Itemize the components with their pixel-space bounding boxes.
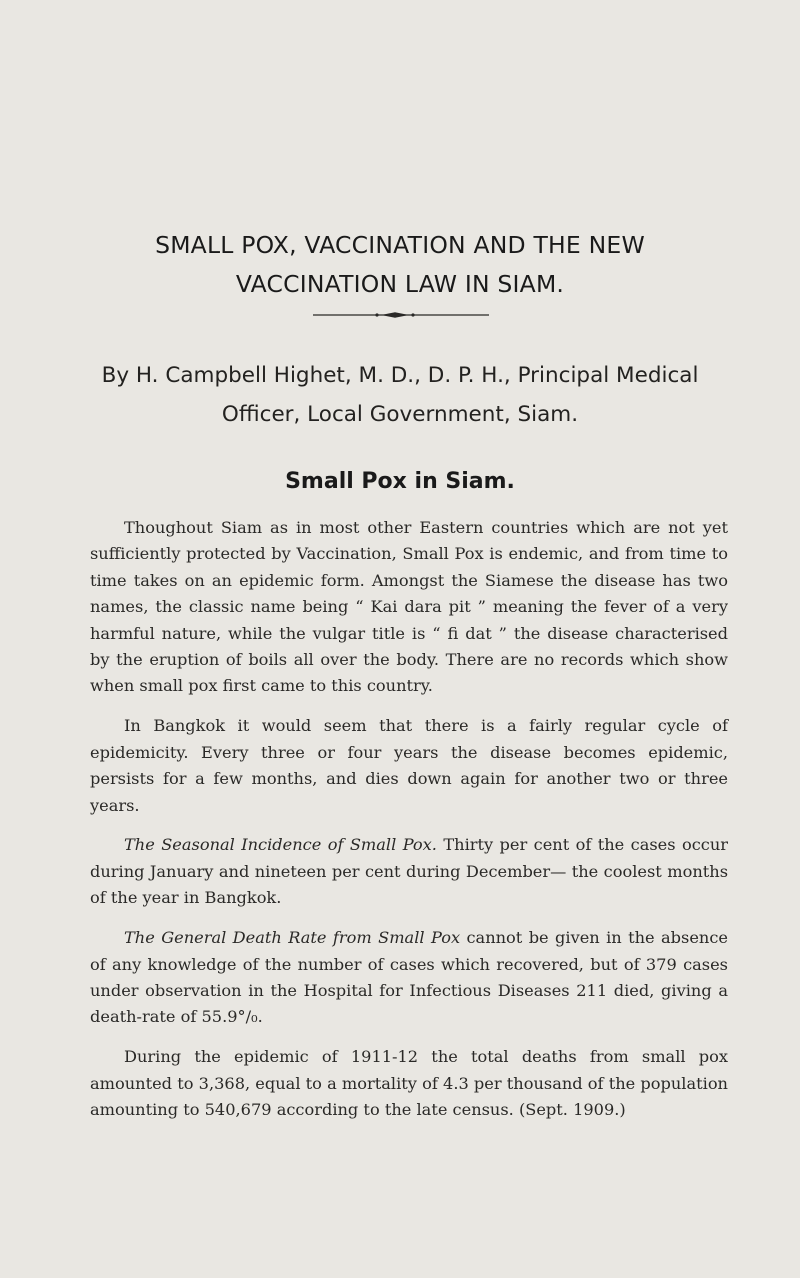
body-text xyxy=(90,515,728,1137)
title-line-1: SMALL POX, VACCINATION AND THE NEW xyxy=(155,231,645,259)
paragraph-4 xyxy=(90,925,728,1031)
paragraph-3-heading: The Seasonal Incidence of Small Pox. xyxy=(124,835,437,855)
paragraph-4-heading: The General Death Rate from Small Pox xyxy=(124,928,461,948)
paragraph-1: Thoughout Siam as in most other Eastern countries which are not yet sufficiently protected by Vaccination, Small Pox is endemic, and from time to time takes on an epidemic form. Amongst the Siamese the disease has two names, the classic name being “ Kai dara pit ” meaning the fever of a very harmful nature, while the vulgar title is “ fi dat ” the disease characterised by the eruption of boils all over the body. There are no records which show when small pox first came to this country. xyxy=(90,518,728,696)
author-byline xyxy=(60,356,740,434)
paragraph-4-text: cannot be given in the absence of any knowledge of the number of cases which recovered, but of 379 cases under observation in the Hospital for Infectious Diseases 211 died, giving a death-rate of 55.9°/₀. xyxy=(90,928,728,1027)
paragraph-2: In Bangkok it would seem that there is a fairly regular cycle of epidemicity. Every three or four years the disease becomes epidemic, persists for a few months, and dies down again for another two or three years. xyxy=(90,716,728,815)
byline-line-2: Officer, Local Government, Siam. xyxy=(221,402,579,427)
ornamental-rule xyxy=(313,310,489,320)
paragraph-3-text: Thirty per cent of the cases occur during January and nineteen per cent during December— the coolest months of the year in Bangkok. xyxy=(90,835,729,908)
document-title xyxy=(90,226,710,304)
section-heading: Small Pox in Siam. xyxy=(285,469,515,494)
byline-line-1: By H. Campbell Highet, M. D., D. P. H., Principal Medical xyxy=(101,363,699,388)
paragraph-3 xyxy=(90,832,728,911)
title-line-2: VACCINATION LAW IN SIAM. xyxy=(235,270,565,298)
paragraph-5: During the epidemic of 1911-12 the total deaths from small pox amounted to 3,368, equal to a mortality of 4.3 per thousand of the population amounting to 540,679 according to the late census. (Sept. 1909.) xyxy=(90,1047,728,1120)
